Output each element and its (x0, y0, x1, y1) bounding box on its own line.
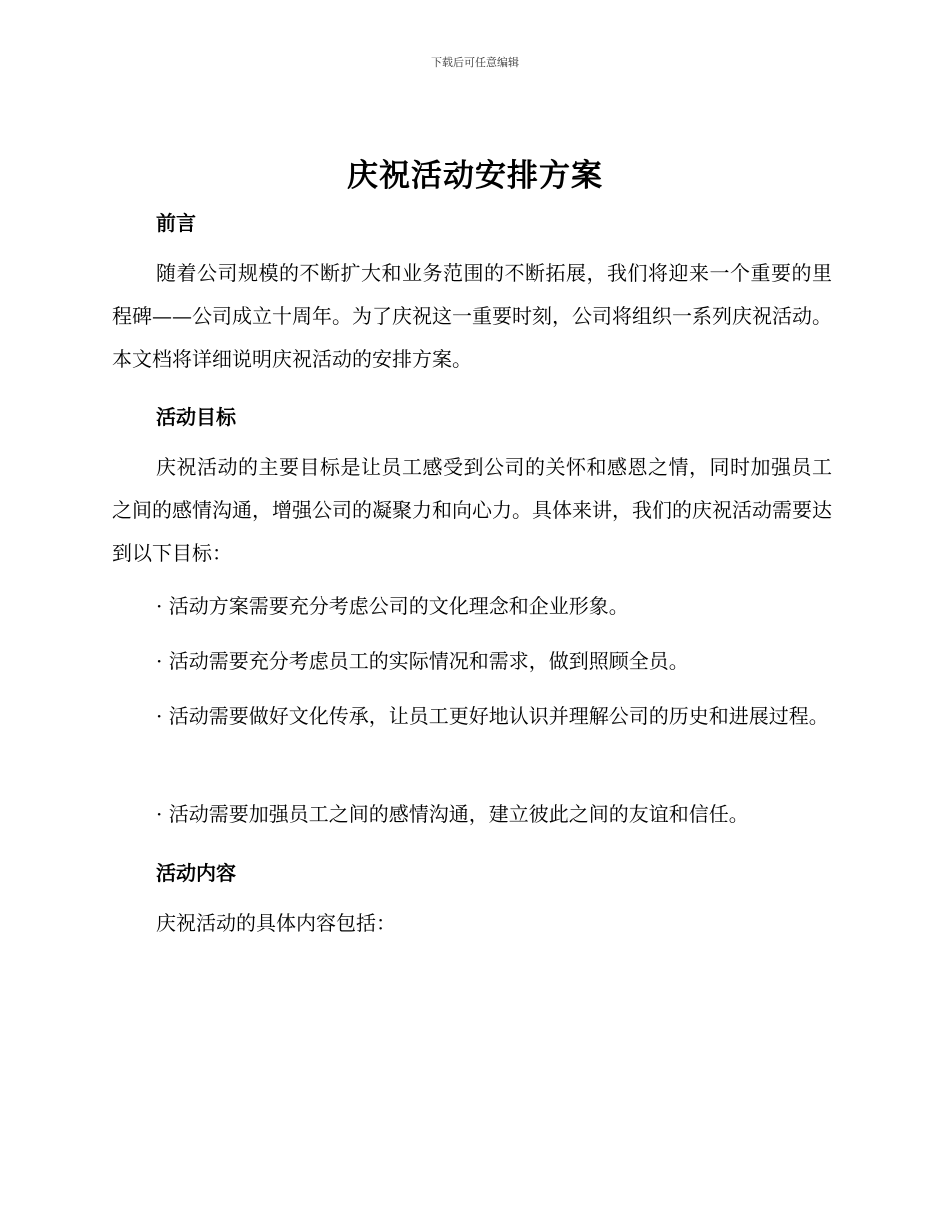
bullet-item: · 活动需要做好文化传承，让员工更好地认识并理解公司的历史和进展过程。 (156, 704, 829, 728)
header-note: 下载后可任意编辑 (431, 56, 519, 69)
bullet-item: · 活动方案需要充分考虑公司的文化理念和企业形象。 (156, 594, 629, 618)
document-title: 庆祝活动安排方案 (347, 158, 603, 194)
bullet-item: · 活动需要充分考虑员工的实际情况和需求，做到照顾全员。 (156, 649, 689, 673)
paragraph-preface: 随着公司规模的不断扩大和业务范围的不断拓展，我们将迎来一个重要的里程碑——公司成立十周年。为了庆祝这一重要时刻，公司将组织一系列庆祝活动。本文档将详细说明庆祝活动的安排方案。 (112, 261, 832, 371)
section-heading-goals: 活动目标 (156, 405, 236, 429)
bullet-item: · 活动需要加强员工之间的感情沟通，建立彼此之间的友谊和信任。 (156, 802, 749, 826)
section-heading-preface: 前言 (156, 211, 196, 235)
paragraph-goals: 庆祝活动的主要目标是让员工感受到公司的关怀和感恩之情，同时加强员工之间的感情沟通，增强公司的凝聚力和向心力。具体来讲，我们的庆祝活动需要达到以下目标： (112, 455, 832, 565)
paragraph-content: 庆祝活动的具体内容包括： (156, 911, 396, 935)
section-heading-content: 活动内容 (156, 861, 236, 885)
